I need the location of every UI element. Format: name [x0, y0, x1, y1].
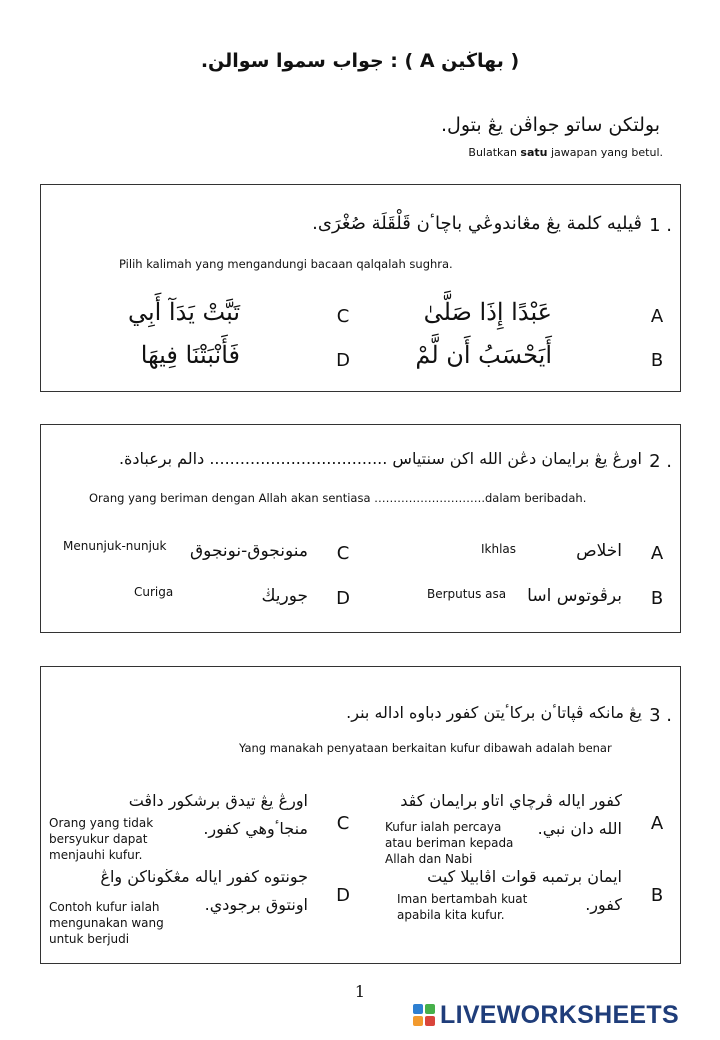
q2-option-c-rumi: Menunjuk-nunjuk — [63, 539, 167, 553]
q3-option-b-text[interactable]: ايمان برتمبه قوات اڤابيلا كيت كفور. — [427, 867, 622, 914]
question-3-text-rumi: Yang manakah penyataan berkaitan kufur dibawah adalah benar — [239, 741, 612, 755]
question-2-text-jawi: اورڠ يڠ برايمان دڠن الله اكن سنتياس ................................... دالم بر‌عبادة. — [118, 449, 642, 468]
q2-option-a-letter[interactable]: A — [650, 543, 664, 564]
question-2-number: 2 . — [649, 451, 672, 472]
q1-option-a-text[interactable]: عَبْدًا إِذَا صَلَّىٰ — [423, 298, 552, 326]
q2-option-d-text[interactable]: جوريڬ — [261, 586, 308, 606]
q2-option-b-letter[interactable]: B — [650, 588, 664, 609]
question-3-box — [40, 666, 681, 964]
brand-name: LIVEWORKSHEETS — [440, 1000, 679, 1029]
q3-option-b-letter[interactable]: B — [650, 885, 664, 906]
q2-option-b-text[interactable]: برڤوتوس اسا — [527, 586, 622, 606]
q1-option-b-text[interactable]: أَيَحْسَبُ أَن لَّمْ — [415, 341, 552, 369]
q3-option-a-letter[interactable]: A — [650, 813, 664, 834]
q1-option-d-letter[interactable]: D — [336, 350, 350, 371]
question-2-text-rumi: Orang yang beriman dengan Allah akan sentiasa ………………………..dalam beribadah. — [89, 491, 587, 505]
liveworksheets-logo-icon — [412, 1003, 436, 1027]
q3-option-d-rumi: Contoh kufur ialah mengunakan wang untuk berjudi — [49, 900, 164, 946]
question-3-text-jawi: يڠ مانكه ڤڽاتاٴن بركاٴيتن كفور دباوه اداله بنر. — [346, 703, 642, 722]
liveworksheets-logo[interactable] — [412, 1000, 679, 1030]
q3-option-d-letter[interactable]: D — [336, 885, 350, 906]
question-1-number: 1 . — [649, 215, 672, 236]
q1-option-b-letter[interactable]: B — [650, 350, 664, 371]
q3-option-c-text[interactable]: اورڠ يڠ تيدق برشكور داڤت منجاٴوهي كفور. — [128, 791, 308, 838]
q2-option-b-rumi: Berputus asa — [427, 587, 507, 601]
instruction-rumi: Bulatkan satu jawapan yang betul. — [468, 146, 663, 159]
q1-option-c-text[interactable]: تَبَّتْ يَدَآ أَبِي — [127, 298, 240, 326]
q3-option-a-rumi: Kufur ialah percaya atau beriman kepada Allah dan Nabi — [385, 820, 514, 866]
question-1-box — [40, 184, 681, 392]
q2-option-a-text[interactable]: اخلاص — [576, 541, 622, 561]
q2-option-a-rumi: Ikhlas — [481, 542, 517, 556]
q3-option-b-rumi: Iman bertambah kuat apabila kita kufur. — [397, 892, 528, 922]
q1-option-c-letter[interactable]: C — [336, 306, 350, 327]
question-3-number: 3 . — [649, 705, 672, 726]
q2-option-d-rumi: Curiga — [134, 585, 174, 599]
q2-option-c-text[interactable]: منونجوق-نونجوق — [189, 541, 308, 561]
q2-option-c-letter[interactable]: C — [336, 543, 350, 564]
q3-option-d-text[interactable]: جونتوه كفور اياله مڠڬوناكن واڠ اونتوق برجودي. — [100, 867, 308, 914]
page-number: 1 — [354, 982, 366, 1001]
q3-option-c-rumi: Orang yang tidak bersyukur dapat menjauhi kufur. — [49, 816, 154, 862]
question-2-box — [40, 424, 681, 633]
q2-option-d-letter[interactable]: D — [336, 588, 350, 609]
question-1-text-jawi: ڤيليه كلمة يڠ مڠاندوڠي باچاٴن قَلْقَلَة صُغْرَى. — [312, 213, 642, 234]
question-1-text-rumi: Pilih kalimah yang mengandungi bacaan qalqalah sughra. — [119, 257, 453, 271]
q1-option-d-text[interactable]: فَأَنْبَتْنَا فِيهَا — [140, 341, 240, 369]
instruction-jawi: بولتکن ساتو جواڤن يڠ بتول. — [440, 114, 660, 136]
q3-option-a-text[interactable]: كفور اياله ڤرچاي اتاو برايمان كڤد الله دان نبي. — [400, 791, 622, 838]
q3-option-c-letter[interactable]: C — [336, 813, 350, 834]
q1-option-a-letter[interactable]: A — [650, 306, 664, 327]
section-title: ( بهاڬين A ) : جواب سموا سوالن. — [200, 50, 520, 72]
